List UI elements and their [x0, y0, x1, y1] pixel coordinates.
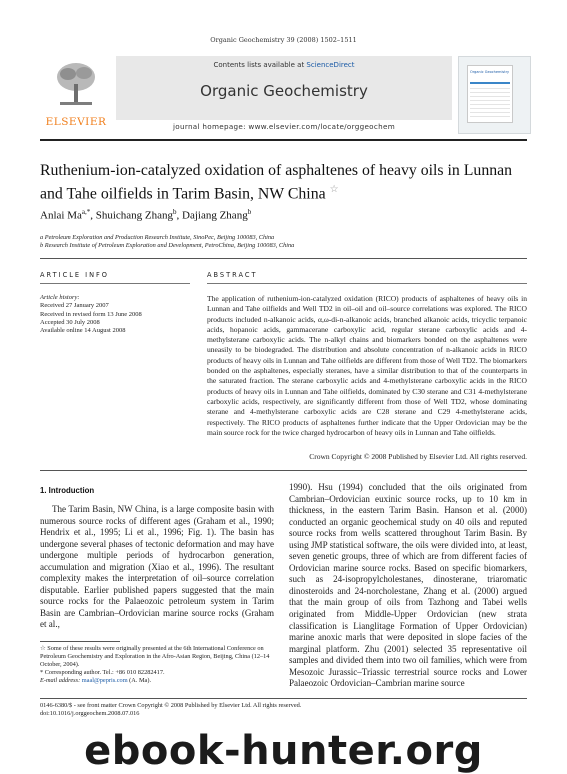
doi-line[interactable]: doi:10.1016/j.orggeochem.2008.07.016 — [40, 710, 140, 717]
article-info-rule — [40, 283, 190, 284]
author-name[interactable]: Shuichang Zhang — [95, 209, 174, 222]
history-item: Received in revised form 13 June 2008 — [40, 310, 142, 318]
author-list — [40, 208, 527, 222]
abstract-rule — [207, 283, 527, 284]
footer-info — [40, 702, 527, 718]
email-link[interactable]: maal@pepris.com — [81, 677, 128, 684]
author-sup: b — [247, 208, 252, 216]
cover-thumbnail — [467, 65, 513, 123]
masthead-rule — [40, 139, 527, 141]
elsevier-tree-icon — [54, 60, 98, 106]
footnote-rule — [40, 641, 120, 642]
footnotes — [40, 645, 274, 685]
journal-name: Organic Geochemistry — [200, 82, 368, 100]
introduction-heading: 1. Introduction — [40, 486, 95, 495]
history-item: Available online 14 August 2008 — [40, 327, 126, 335]
issn-line: 0146-6380/$ - see front matter Crown Copyright © 2008 Published by Elsevier Ltd. All rights reserved. — [40, 702, 302, 709]
affiliation-rule — [40, 258, 527, 259]
article-title — [40, 161, 527, 203]
email-suffix: (A. Ma). — [127, 677, 152, 684]
abstract-bottom-rule — [40, 470, 527, 471]
cover-bar — [470, 82, 510, 84]
history-label: Article history: — [40, 294, 80, 301]
article-info-heading: ARTICLE INFO — [40, 271, 109, 279]
homepage-prefix: journal homepage: — [172, 122, 249, 131]
elsevier-wordmark: ELSEVIER — [45, 116, 107, 128]
masthead-panel — [116, 56, 452, 120]
history-item: Accepted 30 July 2008 — [40, 318, 100, 326]
journal-cover — [458, 56, 531, 134]
watermark: ebook-hunter.org — [84, 728, 483, 774]
author-name[interactable]: Dajiang Zhang — [182, 209, 248, 222]
elsevier-logo — [40, 56, 112, 134]
journal-homepage — [116, 122, 452, 131]
title-star-icon[interactable]: ☆ — [329, 184, 339, 195]
cover-title: Organic Geochemistry — [470, 70, 510, 74]
footnote-corresponding: * Corresponding author. Tel.: +86 010 82282417. — [40, 669, 165, 676]
journal-citation: Organic Geochemistry 39 (2008) 1502–1511 — [210, 36, 357, 44]
author-name[interactable]: Anlai Ma — [40, 209, 82, 222]
sciencedirect-link[interactable]: ScienceDirect — [306, 61, 355, 69]
contents-prefix: Contents lists available at — [213, 61, 307, 69]
homepage-link[interactable]: www.elsevier.com/locate/orggeochem — [248, 122, 396, 131]
author-sup: b — [173, 208, 177, 216]
author-sup: a,* — [81, 208, 91, 216]
abstract-heading: ABSTRACT — [207, 271, 258, 279]
email-label: E-mail address: — [40, 677, 82, 684]
contents-line — [116, 61, 452, 69]
author-sep: , — [90, 209, 96, 222]
article-history — [40, 294, 190, 335]
abstract-copyright: Crown Copyright © 2008 Published by Elsevier Ltd. All rights reserved. — [309, 452, 527, 461]
footnote-email — [40, 677, 274, 685]
introduction-right-column: 1990). Hsu (1994) concluded that the oils originated from Cambrian–Ordovician euxinic source rocks, up to 10 km in thickness, in the eastern Tarim Basin. Hanson et al. (2000) conducted an organic geochemical study on 40 oils and reputed source rocks from wells scattered throughout Tarim Basin. By using JMP statistical software, the oils were divided into, at least, seven genetic groups, three of which are from different facies of Ordovician marine source rocks. Based on specific biomarkers, such as 24-isopropylcholestanes, dinosterane, triaromatic dinosteroids and 24-norcholestane, Zhang et al. (2000) argued that the main group of oils from Tazhong and Tabei wells originated from Middle-Upper Ordovician (new strata classification is Lianglitage Formation of Upper Ordovician) marine anoxic marls that were deposited in slope facies of the marginal platform. Zhu (2001) selected 35 representative oil samples and divided them into two oil families, which were from Mesozoic Jurassic–Triassic terrestrial source rocks and Lower Palaeozoic Ordovician–Cambrian marine source — [289, 482, 527, 689]
cover-lines — [470, 88, 510, 118]
author-sep: , — [176, 209, 183, 222]
introduction-left-column: The Tarim Basin, NW China, is a large composite basin with numerous source rocks of different ages (Graham et al., 1990; Hendrix et al., 1995; Li et al., 1996; Fig. 1). The basin has undergone several phases of tectonic deformation and may have undergone multiple periods of hydrocarbon generation, accumulation and migration (Xiao et al., 1996). The resultant complexity makes the interpretation of oil–source correlation disputable. Earlier published papers suggested that the main source rocks for the Palaeozoic petroleum system in Tarim Basin are Cambrian–Ordovician marine source rocks (Graham et al., — [40, 504, 274, 630]
article-title-text: Ruthenium-ion-catalyzed oxidation of asphaltenes of heavy oils in Lunnan and Tahe oilfields in Tarim Basin, NW China — [40, 162, 513, 203]
footer-rule — [40, 698, 527, 699]
journal-masthead — [40, 56, 531, 134]
affiliation-a: a Petroleum Exploration and Production Research Institute, SinoPec, Beijing 100083, China — [40, 234, 275, 241]
footnote-star: ☆ Some of these results were originally presented at the 6th International Conference on Petroleum Geochemistry and Exploration in the Afro-Asian Region, Beijing, China (12–14 October, 2004). — [40, 645, 270, 668]
history-item: Received 27 January 2007 — [40, 302, 109, 310]
affiliation-b: b Research Institute of Petroleum Exploration and Development, PetroChina, Beijing 100083, China — [40, 242, 295, 249]
abstract-text: The application of ruthenium-ion-catalyzed oxidation (RICO) products of asphaltenes of heavy oils in Lunnan and Tahe oilfields and Well TD2 in oil–oil and oil–source correlations was explored. The RICO products included n-alkanoic acids, α,ω-di-n-alkanoic acids, branched alkanoic acids, tricyclic terpanoic acids, hopanoic acids, gammacerane carboxylic acid, regular sterane carboxylic acids and 4-methylsterane carboxylic acids. The n-alkyl chains and biomarkers bonded on the asphaltenes were uneasily to be biodegraded. The distribution and absolute concentration of n-alkanoic acids in RICO products of heavy oils in Lunnan and Tahe oilfields are different from those of Well TD2. The biomarkers bonded on the asphaltenes, especially steranes, have a similar distribution to that of the counterparts in the saturated fraction. The sterane carboxylic acids and 4-methylsterane carboxylic acids in the RICO products of heavy oils in Lunnan and Tahe oilfields, dominated by C30 sterane and C31 4-methylsterane carboxylic acids, respectively, are significantly different from those of Well TD2, whose dominating sterane and 4-methylsterane carboxylic acids are C28 sterane and C29 4-methylsterane acids, respectively. The RICO products of asphaltenes further indicate that the Upper Ordovician may be the main source rock for the twice charged hydrocarbon of heavy oils in Lunnan and Tahe oilfields. — [207, 294, 527, 437]
